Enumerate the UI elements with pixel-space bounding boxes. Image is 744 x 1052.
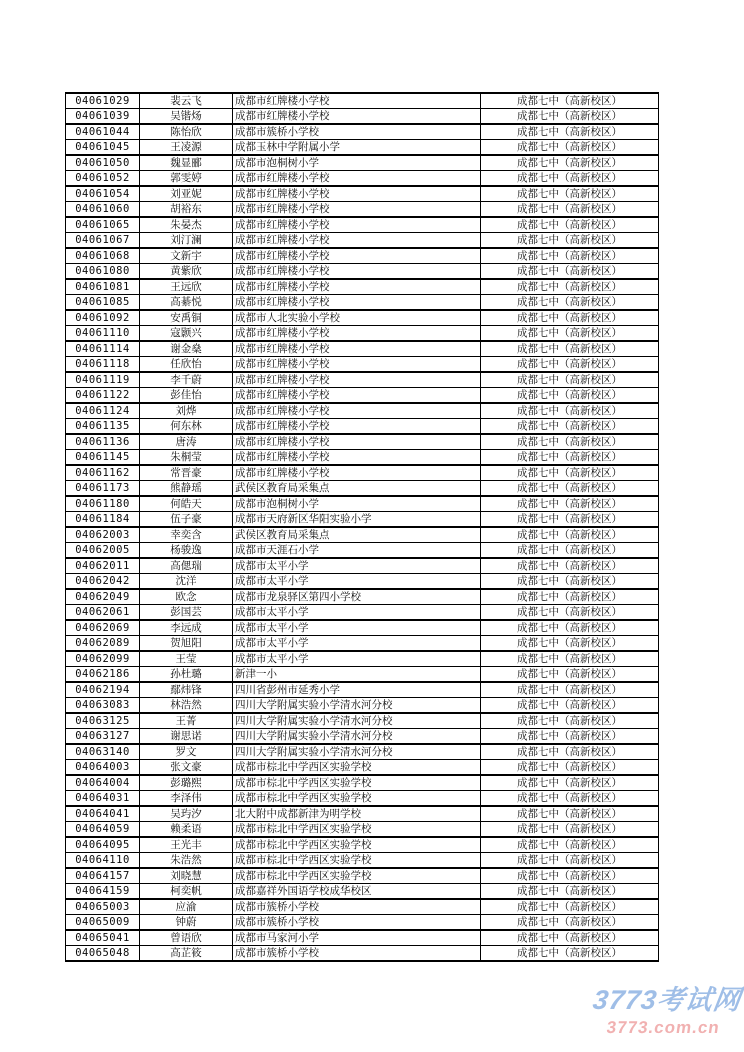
admitted-school-cell: 成都七中（高新校区） [481,202,659,218]
origin-school-cell: 成都市棕北中学西区实验学校 [233,775,481,791]
admitted-school-cell: 成都七中（高新校区） [481,837,659,853]
table-row [66,620,659,636]
student-id-cell: 04063083 [66,698,140,714]
admitted-school-cell: 成都七中（高新校区） [481,481,659,497]
table-row [66,574,659,590]
table-row [66,124,659,140]
origin-school-cell: 成都市太平小学 [233,620,481,636]
table-row [66,450,659,466]
student-name-cell: 高芷筱 [140,946,233,962]
student-id-cell: 04061110 [66,326,140,342]
admitted-school-cell: 成都七中（高新校区） [481,930,659,946]
table-row [66,171,659,187]
admitted-school-cell: 成都七中（高新校区） [481,682,659,698]
admitted-school-cell: 成都七中（高新校区） [481,372,659,388]
admitted-school-cell: 成都七中（高新校区） [481,543,659,559]
origin-school-cell: 成都市红牌楼小学校 [233,357,481,373]
student-id-cell: 04061050 [66,155,140,171]
student-name-cell: 王菁 [140,713,233,729]
student-id-cell: 04061039 [66,109,140,125]
student-name-cell: 魏显郦 [140,155,233,171]
admitted-school-cell: 成都七中（高新校区） [481,217,659,233]
table-row [66,481,659,497]
admitted-school-cell: 成都七中（高新校区） [481,171,659,187]
student-id-cell: 04062089 [66,636,140,652]
table-row [66,698,659,714]
table-row [66,682,659,698]
student-id-cell: 04061145 [66,450,140,466]
student-id-cell: 04061184 [66,512,140,528]
table-row [66,93,659,109]
origin-school-cell: 成都市棕北中学西区实验学校 [233,760,481,776]
table-row [66,667,659,683]
student-id-cell: 04061136 [66,434,140,450]
table-row [66,217,659,233]
table-row [66,326,659,342]
origin-school-cell: 成都市太平小学 [233,605,481,621]
table-row [66,465,659,481]
admitted-school-cell: 成都七中（高新校区） [481,806,659,822]
student-id-cell: 04062099 [66,651,140,667]
student-name-cell: 寇颢兴 [140,326,233,342]
table-row [66,884,659,900]
student-id-cell: 04061029 [66,93,140,109]
origin-school-cell: 成都市马家河小学 [233,930,481,946]
origin-school-cell: 成都市红牌楼小学校 [233,171,481,187]
origin-school-cell: 成都市红牌楼小学校 [233,186,481,202]
table-row [66,434,659,450]
origin-school-cell: 成都市红牌楼小学校 [233,450,481,466]
student-name-cell: 吴锴炀 [140,109,233,125]
admitted-school-cell: 成都七中（高新校区） [481,388,659,404]
table-row [66,295,659,311]
student-id-cell: 04061054 [66,186,140,202]
admitted-school-cell: 成都七中（高新校区） [481,295,659,311]
admitted-school-cell: 成都七中（高新校区） [481,527,659,543]
origin-school-cell: 成都市天府新区华阳实验小学 [233,512,481,528]
origin-school-cell: 四川大学附属实验小学清水河分校 [233,698,481,714]
admitted-school-cell: 成都七中（高新校区） [481,93,659,109]
table-row [66,915,659,931]
student-name-cell: 张文豪 [140,760,233,776]
student-id-cell: 04062194 [66,682,140,698]
table-row [66,512,659,528]
admitted-school-cell: 成都七中（高新校区） [481,729,659,745]
origin-school-cell: 成都市泡桐树小学 [233,155,481,171]
table-row [66,155,659,171]
student-id-cell: 04062186 [66,667,140,683]
admitted-school-cell: 成都七中（高新校区） [481,496,659,512]
student-id-cell: 04063127 [66,729,140,745]
student-id-cell: 04062069 [66,620,140,636]
student-id-cell: 04063140 [66,744,140,760]
student-name-cell: 刘亚妮 [140,186,233,202]
student-name-cell: 鄢炜锋 [140,682,233,698]
table-row [66,264,659,280]
table-row [66,760,659,776]
admitted-school-cell: 成都七中（高新校区） [481,558,659,574]
student-name-cell: 刘汀澜 [140,233,233,249]
student-id-cell: 04061044 [66,124,140,140]
origin-school-cell: 成都市太平小学 [233,651,481,667]
student-name-cell: 李远成 [140,620,233,636]
origin-school-cell: 成都市红牌楼小学校 [233,403,481,419]
origin-school-cell: 成都市簇桥小学校 [233,899,481,915]
table-row [66,233,659,249]
origin-school-cell: 四川省彭州市延秀小学 [233,682,481,698]
student-id-cell: 04065041 [66,930,140,946]
student-name-cell: 李千蔚 [140,372,233,388]
admitted-school-cell: 成都七中（高新校区） [481,651,659,667]
student-id-cell: 04061114 [66,341,140,357]
student-name-cell: 何东林 [140,419,233,435]
student-name-cell: 裴云飞 [140,93,233,109]
admitted-school-cell: 成都七中（高新校区） [481,310,659,326]
student-id-cell: 04061081 [66,279,140,295]
origin-school-cell: 成都市龙泉驿区第四小学校 [233,589,481,605]
student-name-cell: 欧念 [140,589,233,605]
student-name-cell: 郭雯婷 [140,171,233,187]
student-name-cell: 谢思诺 [140,729,233,745]
admitted-school-cell: 成都七中（高新校区） [481,915,659,931]
watermark-site-url: 3773.com.cn [605,1018,722,1037]
origin-school-cell: 四川大学附属实验小学清水河分校 [233,713,481,729]
student-id-cell: 04064095 [66,837,140,853]
origin-school-cell: 成都玉林中学附属小学 [233,140,481,156]
table-row [66,186,659,202]
watermark [588,978,744,1038]
table-row [66,636,659,652]
table-body [66,93,659,961]
admitted-school-cell: 成都七中（高新校区） [481,574,659,590]
origin-school-cell: 成都市泡桐树小学 [233,496,481,512]
origin-school-cell: 成都市红牌楼小学校 [233,465,481,481]
student-name-cell: 胡裕东 [140,202,233,218]
table-row [66,388,659,404]
admitted-school-cell: 成都七中（高新校区） [481,357,659,373]
student-id-cell: 04061080 [66,264,140,280]
student-name-cell: 林浩然 [140,698,233,714]
student-id-cell: 04061065 [66,217,140,233]
student-name-cell: 刘烨 [140,403,233,419]
student-name-cell: 杨骏逸 [140,543,233,559]
admitted-school-cell: 成都七中（高新校区） [481,760,659,776]
table-row [66,651,659,667]
student-name-cell: 朱浩然 [140,853,233,869]
table-row [66,946,659,962]
origin-school-cell: 成都市簇桥小学校 [233,946,481,962]
origin-school-cell: 成都市红牌楼小学校 [233,295,481,311]
student-name-cell: 王远欣 [140,279,233,295]
admitted-school-cell: 成都七中（高新校区） [481,186,659,202]
student-name-cell: 任欣怡 [140,357,233,373]
origin-school-cell: 成都市红牌楼小学校 [233,434,481,450]
origin-school-cell: 成都市红牌楼小学校 [233,264,481,280]
admitted-school-cell: 成都七中（高新校区） [481,109,659,125]
table-row [66,837,659,853]
admitted-school-cell: 成都七中（高新校区） [481,341,659,357]
admitted-school-cell: 成都七中（高新校区） [481,899,659,915]
origin-school-cell: 成都市红牌楼小学校 [233,419,481,435]
table-row [66,589,659,605]
origin-school-cell: 成都市红牌楼小学校 [233,326,481,342]
admission-roster-table [65,92,659,962]
origin-school-cell: 成都市红牌楼小学校 [233,217,481,233]
student-id-cell: 04065003 [66,899,140,915]
table-row [66,806,659,822]
student-name-cell: 彭璐熙 [140,775,233,791]
student-id-cell: 04061124 [66,403,140,419]
student-id-cell: 04061135 [66,419,140,435]
admitted-school-cell: 成都七中（高新校区） [481,465,659,481]
table-row [66,868,659,884]
student-name-cell: 吴玙汐 [140,806,233,822]
student-name-cell: 幸奕含 [140,527,233,543]
student-id-cell: 04062061 [66,605,140,621]
origin-school-cell: 成都市太平小学 [233,636,481,652]
origin-school-cell: 成都市红牌楼小学校 [233,341,481,357]
origin-school-cell: 成都市红牌楼小学校 [233,279,481,295]
admitted-school-cell: 成都七中（高新校区） [481,698,659,714]
student-name-cell: 唐涛 [140,434,233,450]
admitted-school-cell: 成都七中（高新校区） [481,233,659,249]
admitted-school-cell: 成都七中（高新校区） [481,853,659,869]
student-name-cell: 沈洋 [140,574,233,590]
table-row [66,729,659,745]
student-name-cell: 李泽伟 [140,791,233,807]
student-name-cell: 黄紫欣 [140,264,233,280]
table-row [66,357,659,373]
table-row [66,543,659,559]
admitted-school-cell: 成都七中（高新校区） [481,140,659,156]
admitted-school-cell: 成都七中（高新校区） [481,636,659,652]
student-name-cell: 陈怡欣 [140,124,233,140]
origin-school-cell: 成都市红牌楼小学校 [233,202,481,218]
student-id-cell: 04061173 [66,481,140,497]
origin-school-cell: 成都市棕北中学西区实验学校 [233,791,481,807]
student-id-cell: 04062011 [66,558,140,574]
student-id-cell: 04061092 [66,310,140,326]
student-id-cell: 04061119 [66,372,140,388]
origin-school-cell: 成都市红牌楼小学校 [233,372,481,388]
student-id-cell: 04063125 [66,713,140,729]
table-row [66,822,659,838]
origin-school-cell: 成都市红牌楼小学校 [233,388,481,404]
table-row [66,419,659,435]
student-id-cell: 04061052 [66,171,140,187]
table-row [66,527,659,543]
table-row [66,605,659,621]
admitted-school-cell: 成都七中（高新校区） [481,264,659,280]
table-row [66,372,659,388]
origin-school-cell: 成都市棕北中学西区实验学校 [233,868,481,884]
student-id-cell: 04061068 [66,248,140,264]
origin-school-cell: 成都市簇桥小学校 [233,915,481,931]
origin-school-cell: 成都市红牌楼小学校 [233,93,481,109]
origin-school-cell: 成都市红牌楼小学校 [233,109,481,125]
origin-school-cell: 成都市红牌楼小学校 [233,248,481,264]
origin-school-cell: 成都市太平小学 [233,558,481,574]
table-row [66,310,659,326]
table-row [66,279,659,295]
student-name-cell: 赖柔语 [140,822,233,838]
student-id-cell: 04064110 [66,853,140,869]
student-name-cell: 高偲瑞 [140,558,233,574]
student-name-cell: 应渝 [140,899,233,915]
origin-school-cell: 成都市棕北中学西区实验学校 [233,837,481,853]
admitted-school-cell: 成都七中（高新校区） [481,667,659,683]
student-id-cell: 04065048 [66,946,140,962]
table-row [66,403,659,419]
origin-school-cell: 成都市太平小学 [233,574,481,590]
student-name-cell: 孙杜璐 [140,667,233,683]
student-name-cell: 王光丰 [140,837,233,853]
student-id-cell: 04062005 [66,543,140,559]
table-row [66,248,659,264]
student-name-cell: 柯奕帆 [140,884,233,900]
student-id-cell: 04061118 [66,357,140,373]
origin-school-cell: 成都市棕北中学西区实验学校 [233,822,481,838]
admitted-school-cell: 成都七中（高新校区） [481,124,659,140]
table-row [66,496,659,512]
student-id-cell: 04061180 [66,496,140,512]
student-name-cell: 伍子豪 [140,512,233,528]
student-name-cell: 高綦悦 [140,295,233,311]
student-id-cell: 04062042 [66,574,140,590]
admitted-school-cell: 成都七中（高新校区） [481,403,659,419]
student-name-cell: 文新宇 [140,248,233,264]
student-name-cell: 刘晓慧 [140,868,233,884]
student-name-cell: 熊静瑶 [140,481,233,497]
student-id-cell: 04062049 [66,589,140,605]
student-id-cell: 04064004 [66,775,140,791]
student-id-cell: 04064059 [66,822,140,838]
admitted-school-cell: 成都七中（高新校区） [481,744,659,760]
student-id-cell: 04061085 [66,295,140,311]
student-name-cell: 罗文 [140,744,233,760]
student-name-cell: 彭佳怡 [140,388,233,404]
origin-school-cell: 成都市人北实验小学校 [233,310,481,326]
table-row [66,140,659,156]
admitted-school-cell: 成都七中（高新校区） [481,884,659,900]
origin-school-cell: 成都市红牌楼小学校 [233,233,481,249]
table-row [66,202,659,218]
origin-school-cell: 成都市棕北中学西区实验学校 [233,853,481,869]
admitted-school-cell: 成都七中（高新校区） [481,620,659,636]
admitted-school-cell: 成都七中（高新校区） [481,450,659,466]
origin-school-cell: 新津一小 [233,667,481,683]
student-name-cell: 钟蔚 [140,915,233,931]
student-id-cell: 04061045 [66,140,140,156]
admitted-school-cell: 成都七中（高新校区） [481,713,659,729]
student-id-cell: 04064157 [66,868,140,884]
student-name-cell: 谢金燊 [140,341,233,357]
admitted-school-cell: 成都七中（高新校区） [481,946,659,962]
origin-school-cell: 北大附中成都新津为明学校 [233,806,481,822]
student-id-cell: 04064041 [66,806,140,822]
origin-school-cell: 成都市簇桥小学校 [233,124,481,140]
origin-school-cell: 武侯区教育局采集点 [233,481,481,497]
student-name-cell: 王莹 [140,651,233,667]
origin-school-cell: 四川大学附属实验小学清水河分校 [233,744,481,760]
admitted-school-cell: 成都七中（高新校区） [481,155,659,171]
student-id-cell: 04061060 [66,202,140,218]
table-row [66,791,659,807]
admitted-school-cell: 成都七中（高新校区） [481,791,659,807]
student-id-cell: 04062003 [66,527,140,543]
table-row [66,341,659,357]
admitted-school-cell: 成都七中（高新校区） [481,775,659,791]
student-id-cell: 04064159 [66,884,140,900]
admitted-school-cell: 成都七中（高新校区） [481,589,659,605]
table-row [66,713,659,729]
student-name-cell: 曾语欣 [140,930,233,946]
student-id-cell: 04064031 [66,791,140,807]
admitted-school-cell: 成都七中（高新校区） [481,279,659,295]
origin-school-cell: 成都嘉祥外国语学校成华校区 [233,884,481,900]
watermark-site-name: 3773考试网 [590,985,744,1015]
table-row [66,899,659,915]
table-row [66,109,659,125]
student-id-cell: 04061122 [66,388,140,404]
origin-school-cell: 成都市天涯石小学 [233,543,481,559]
admitted-school-cell: 成都七中（高新校区） [481,326,659,342]
student-id-cell: 04061162 [66,465,140,481]
student-name-cell: 贺旭阳 [140,636,233,652]
student-name-cell: 常晋豪 [140,465,233,481]
table-row [66,853,659,869]
admitted-school-cell: 成都七中（高新校区） [481,822,659,838]
admitted-school-cell: 成都七中（高新校区） [481,868,659,884]
admitted-school-cell: 成都七中（高新校区） [481,512,659,528]
origin-school-cell: 四川大学附属实验小学清水河分校 [233,729,481,745]
student-name-cell: 彭国芸 [140,605,233,621]
student-id-cell: 04061067 [66,233,140,249]
admitted-school-cell: 成都七中（高新校区） [481,248,659,264]
table-row [66,930,659,946]
student-name-cell: 王凌源 [140,140,233,156]
student-name-cell: 何皓天 [140,496,233,512]
student-id-cell: 04065009 [66,915,140,931]
student-id-cell: 04064003 [66,760,140,776]
admitted-school-cell: 成都七中（高新校区） [481,434,659,450]
student-name-cell: 安禹铜 [140,310,233,326]
admitted-school-cell: 成都七中（高新校区） [481,419,659,435]
table-row [66,775,659,791]
student-name-cell: 朱晏杰 [140,217,233,233]
student-name-cell: 朱桐莹 [140,450,233,466]
table-row [66,744,659,760]
origin-school-cell: 武侯区教育局采集点 [233,527,481,543]
table-row [66,558,659,574]
admitted-school-cell: 成都七中（高新校区） [481,605,659,621]
